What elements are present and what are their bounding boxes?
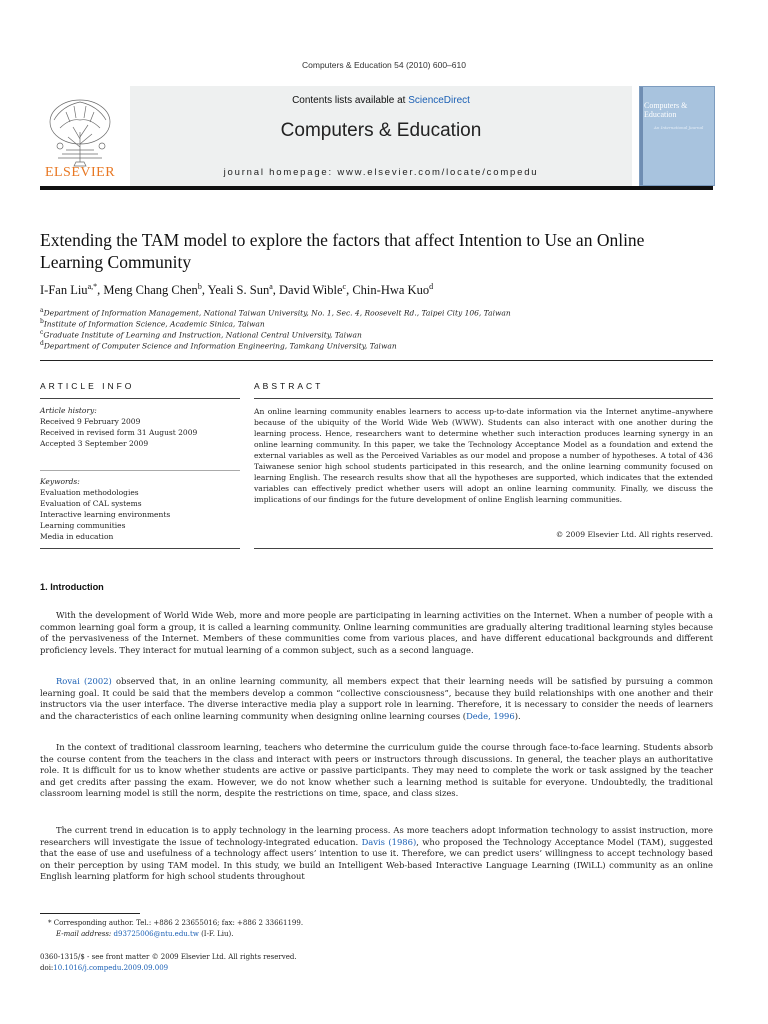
history-entry: Accepted 3 September 2009 bbox=[40, 439, 149, 448]
email-link[interactable]: d93725006@ntu.edu.tw bbox=[113, 930, 199, 938]
keyword: Media in education bbox=[40, 532, 114, 541]
author-name[interactable]: Chin-Hwa Kuo bbox=[352, 283, 430, 298]
divider bbox=[254, 548, 713, 549]
affiliation: $^a$Department of Information Management, National Taiwan University, No. 1, Sec. 4, Roosevelt Rd., Taipei City 106, Taiwan bbox=[40, 307, 511, 318]
citation-link[interactable]: Dede, 1996 bbox=[466, 710, 515, 721]
contents-line bbox=[130, 95, 632, 106]
author-name[interactable]: I-Fan Liu bbox=[40, 283, 88, 298]
contents-prefix: Contents lists available at bbox=[292, 95, 409, 106]
citation-link[interactable]: Rovai (2002) bbox=[56, 676, 112, 686]
author-name[interactable]: Yeali S. Sun bbox=[207, 283, 270, 298]
front-matter: 0360-1315/$ - see front matter © 2009 Elsevier Ltd. All rights reserved. bbox=[40, 953, 297, 961]
article-info-heading: ARTICLE INFO bbox=[40, 381, 135, 391]
author-affil-mark: a,* bbox=[87, 282, 98, 291]
header-rule bbox=[40, 186, 713, 190]
cover-title: Computers & Education bbox=[644, 101, 688, 119]
publisher-wordmark: ELSEVIER bbox=[44, 165, 116, 180]
sciencedirect-link[interactable]: ScienceDirect bbox=[408, 95, 470, 106]
author-affil-mark: a bbox=[269, 282, 273, 291]
divider bbox=[40, 398, 240, 399]
abstract-heading: ABSTRACT bbox=[254, 381, 324, 391]
divider bbox=[40, 548, 240, 549]
keywords-label: Keywords: bbox=[40, 477, 80, 486]
affiliation: $^d$Department of Computer Science and Information Engineering, Tamkang University, Taiwan bbox=[40, 340, 397, 351]
author-name[interactable]: Meng Chang Chen bbox=[103, 283, 198, 298]
author-affil-mark: d bbox=[429, 282, 434, 291]
body-paragraph: Rovai (2002) observed that, in an online learning community, all members expect that their learning needs will be satisfied by pursuing a common learning goal. It could be said that the members develop a common “collective consciousness”, because they build relationships with one another and their instructors via the user interface. The diverse interactive media play a support role in learning. Therefore, it is necessary to consider the needs of learners and the characteristics of each online learning community when designing online learning courses (Dede, 1996). bbox=[40, 676, 713, 721]
author-name[interactable]: David Wible bbox=[279, 283, 343, 298]
abstract-text: An online learning community enables learners to access up-to-date information via the Internet anytime–anywhere because of the ubiquity of the World Wide Web (WWW). Students can also interact with one another during the learning process. Hence, researchers want to determine whether such interaction produces learning synergy in an online learning community. In this paper, we take the Technology Acceptance Model as a foundation and extend the external variables as well as the Perceived Variables as our model and propose a number of hypotheses. A total of 436 Taiwanese senior high school students participated in this research, and the online learning community focused on learning English. The research results show that all the hypotheses are supported, which indicates that the extended variables can effectively predict whether users will adopt an online learning community. Finally, we discuss the implications of our findings for the future development of online English learning communities. bbox=[254, 407, 713, 504]
divider bbox=[254, 398, 713, 399]
journal-homepage[interactable]: journal homepage: www.elsevier.com/locate/compedu bbox=[223, 167, 539, 178]
author-list: I-Fan Liu$^{a,*}$, Meng Chang Chen$^b$, Yeali S. Sun$^a$, David Wible$^c$, Chin-Hwa Kuo$^d$ bbox=[40, 282, 434, 298]
cover-band bbox=[640, 87, 643, 185]
affiliation: $^b$Institute of Information Science, Academic Sinica, Taiwan bbox=[40, 318, 265, 329]
history-label: Article history: bbox=[40, 406, 97, 415]
affiliation: $^c$Graduate Institute of Learning and Instruction, National Central University, Taiwan bbox=[40, 329, 362, 340]
cover-subtitle: An International Journal bbox=[654, 125, 704, 130]
keyword: Evaluation methodologies bbox=[40, 488, 139, 497]
journal-name: Computers & Education bbox=[280, 120, 482, 141]
keyword: Evaluation of CAL systems bbox=[40, 499, 142, 508]
keyword: Interactive learning environments bbox=[40, 510, 171, 519]
footnote-rule bbox=[40, 913, 140, 914]
abstract-copyright: © 2009 Elsevier Ltd. All rights reserved. bbox=[555, 530, 713, 539]
corresponding-author-note: * Corresponding author. Tel.: +886 2 23655016; fax: +886 2 33661199. bbox=[48, 919, 304, 927]
divider bbox=[40, 470, 240, 471]
journal-cover bbox=[639, 86, 715, 186]
body-paragraph: With the development of World Wide Web, more and more people are participating in learning activities on the Internet. When a number of people with a common learning goal form a group, it is called a learning community. Online learning communities are gradually altering traditional learning styles because of the pervasiveness of the Internet. Members of these communities come from various places, and have different educational backgrounds and different proficiency levels. They interact for mutual learning of a common subject, such as a second language. bbox=[40, 610, 713, 655]
keyword: Learning communities bbox=[40, 521, 126, 530]
article-title: Extending the TAM model to explore the factors that affect Intention to Use an Online Learning Community bbox=[40, 230, 645, 272]
doi-link[interactable]: 10.1016/j.compedu.2009.09.009 bbox=[53, 964, 169, 972]
doi-line: doi:10.1016/j.compedu.2009.09.009 bbox=[40, 964, 169, 972]
history-entry: Received 9 February 2009 bbox=[40, 417, 141, 426]
email-note: E-mail address: d93725006@ntu.edu.tw (I-F. Liu). bbox=[56, 930, 234, 938]
citation-link[interactable]: Davis (1986) bbox=[361, 836, 417, 847]
journal-citation: Computers & Education 54 (2010) 600–610 bbox=[302, 60, 466, 70]
section-heading: 1. Introduction bbox=[40, 582, 104, 592]
author-affil-mark: c bbox=[342, 282, 347, 291]
body-paragraph: In the context of traditional classroom learning, teachers who determine the curriculum guide the course through face-to-face learning. Students absorb the course content from the teachers in the class and interact with peers or instructors through discussions. In general, the teacher plays an authoritative role. It is difficult for us to know whether students are active or passive participants. They may need to complete the work or task assigned by the teacher and get credits after passing the exam. However, we do not know whether such a learning method is suitable for everyone. Undoubtedly, the traditional classroom learning model is still the norm, despite the restrictions on time, space, and class sizes. bbox=[40, 742, 713, 798]
body-paragraph: The current trend in education is to apply technology in the learning process. As more teachers adopt information technology to assist instruction, more researchers will investigate the issue of technology-integrated education. Davis (1986), who proposed the Technology Acceptance Model (TAM), suggested that the ease of use and usefulness of a technology affect users’ intention to use it. Therefore, we can predict users’ willingness to accept technology based on their perception by using TAM model. In this study, we build an Intelligent Web-based Interactive Language Learning (IWiLL) community as an online English learning platform for high school students throughout bbox=[40, 825, 713, 881]
author-affil-mark: b bbox=[197, 282, 202, 291]
divider bbox=[40, 360, 713, 361]
history-entry: Received in revised form 31 August 2009 bbox=[40, 428, 198, 437]
